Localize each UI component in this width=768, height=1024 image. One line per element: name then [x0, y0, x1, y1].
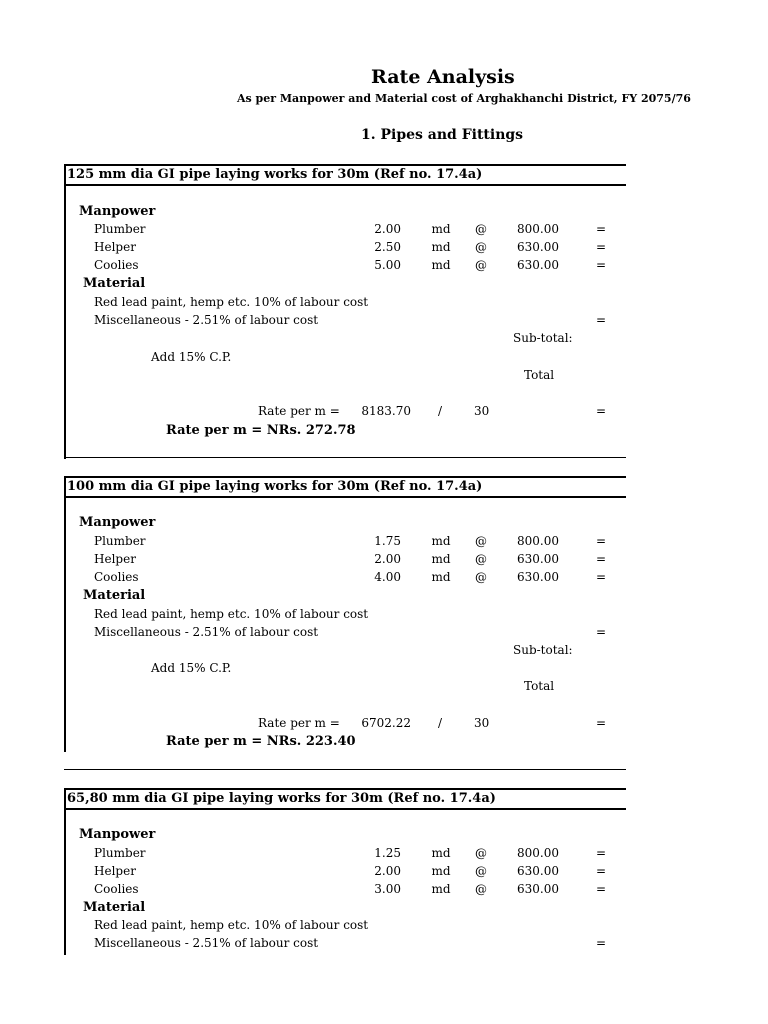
row-unit: md — [431, 864, 451, 878]
total-label: Total — [524, 368, 555, 382]
row-eq: = — [595, 864, 607, 878]
row-qty: 1.75 — [374, 534, 401, 548]
row-unit: md — [431, 882, 451, 896]
row-qty: 2.00 — [374, 222, 401, 236]
row-name: Coolies — [94, 570, 139, 584]
material-label: Material — [83, 588, 146, 603]
row-at: @ — [475, 258, 487, 272]
row-unit: md — [431, 846, 451, 860]
block-header-border — [64, 496, 626, 498]
row-qty: 2.00 — [374, 552, 401, 566]
row-unit: md — [431, 258, 451, 272]
row-rate: 630.00 — [517, 882, 559, 896]
row-unit: md — [431, 570, 451, 584]
red-lead-item: Red lead paint, hemp etc. 10% of labour cost — [94, 295, 369, 309]
row-eq: = — [595, 882, 607, 896]
block-left-border — [64, 476, 66, 752]
block-bottom-border — [64, 769, 626, 770]
row-qty: 4.00 — [374, 570, 401, 584]
misc-item: Miscellaneous - 2.51% of labour cost — [94, 625, 319, 639]
row-eq: = — [595, 222, 607, 236]
row-name: Helper — [94, 552, 136, 566]
row-name: Helper — [94, 240, 136, 254]
row-rate: 800.00 — [517, 534, 559, 548]
red-lead-item: Red lead paint, hemp etc. 10% of labour cost — [94, 607, 369, 621]
manpower-label: Manpower — [79, 515, 156, 530]
block-header-border — [64, 808, 626, 810]
misc-eq: = — [595, 936, 607, 950]
misc-eq: = — [595, 313, 607, 327]
row-at: @ — [475, 240, 487, 254]
block-header-border — [64, 184, 626, 186]
block-top-border — [64, 476, 626, 478]
row-unit: md — [431, 552, 451, 566]
rate-total: 8183.70 — [361, 404, 411, 418]
row-unit: md — [431, 240, 451, 254]
block-top-border — [64, 788, 626, 790]
rate-slash: / — [437, 404, 443, 418]
row-at: @ — [475, 222, 487, 236]
subtotal-label: Sub-total: — [513, 331, 573, 345]
block-left-border — [64, 788, 66, 955]
subtotal-label: Sub-total: — [513, 643, 573, 657]
row-at: @ — [475, 864, 487, 878]
row-name: Coolies — [94, 258, 139, 272]
row-qty: 2.50 — [374, 240, 401, 254]
row-name: Helper — [94, 864, 136, 878]
rate-per-m-label: Rate per m = — [258, 404, 340, 418]
red-lead-item: Red lead paint, hemp etc. 10% of labour cost — [94, 918, 369, 932]
rate-eq: = — [595, 404, 607, 418]
row-at: @ — [475, 534, 487, 548]
row-eq: = — [595, 552, 607, 566]
block-heading: 125 mm dia GI pipe laying works for 30m (Ref no. 17.4a) — [67, 167, 483, 182]
row-rate: 630.00 — [517, 864, 559, 878]
row-unit: md — [431, 534, 451, 548]
row-rate: 800.00 — [517, 222, 559, 236]
total-label: Total — [524, 679, 555, 693]
block-top-border — [64, 164, 626, 166]
row-eq: = — [595, 846, 607, 860]
row-eq: = — [595, 534, 607, 548]
row-rate: 800.00 — [517, 846, 559, 860]
row-name: Coolies — [94, 882, 139, 896]
row-at: @ — [475, 552, 487, 566]
row-name: Plumber — [94, 534, 146, 548]
row-rate: 630.00 — [517, 258, 559, 272]
page-title: Rate Analysis — [371, 66, 515, 88]
manpower-label: Manpower — [79, 204, 156, 219]
misc-eq: = — [595, 625, 607, 639]
row-at: @ — [475, 846, 487, 860]
section-title: 1. Pipes and Fittings — [361, 127, 524, 143]
row-name: Plumber — [94, 222, 146, 236]
row-qty: 5.00 — [374, 258, 401, 272]
rate-result: Rate per m = NRs. 223.40 — [166, 734, 356, 749]
row-qty: 2.00 — [374, 864, 401, 878]
row-rate: 630.00 — [517, 570, 559, 584]
rate-per-m-label: Rate per m = — [258, 716, 340, 730]
row-eq: = — [595, 240, 607, 254]
rate-slash: / — [437, 716, 443, 730]
row-eq: = — [595, 258, 607, 272]
row-unit: md — [431, 222, 451, 236]
page-subtitle: As per Manpower and Material cost of Arghakhanchi District, FY 2075/76 — [237, 92, 691, 105]
row-qty: 1.25 — [374, 846, 401, 860]
misc-item: Miscellaneous - 2.51% of labour cost — [94, 313, 319, 327]
rate-result: Rate per m = NRs. 272.78 — [166, 423, 356, 438]
block-heading: 100 mm dia GI pipe laying works for 30m (Ref no. 17.4a) — [67, 479, 483, 494]
row-eq: = — [595, 570, 607, 584]
add-cp-label: Add 15% C.P. — [151, 661, 232, 675]
block-bottom-border — [64, 457, 626, 458]
rate-eq: = — [595, 716, 607, 730]
block-heading: 65,80 mm dia GI pipe laying works for 30m (Ref no. 17.4a) — [67, 791, 496, 806]
row-at: @ — [475, 570, 487, 584]
add-cp-label: Add 15% C.P. — [151, 350, 232, 364]
row-qty: 3.00 — [374, 882, 401, 896]
rate-total: 6702.22 — [361, 716, 411, 730]
manpower-label: Manpower — [79, 827, 156, 842]
misc-item: Miscellaneous - 2.51% of labour cost — [94, 936, 319, 950]
row-name: Plumber — [94, 846, 146, 860]
row-rate: 630.00 — [517, 552, 559, 566]
row-at: @ — [475, 882, 487, 896]
rate-divisor: 30 — [474, 716, 490, 730]
row-rate: 630.00 — [517, 240, 559, 254]
block-left-border — [64, 164, 66, 459]
material-label: Material — [83, 900, 146, 915]
rate-divisor: 30 — [474, 404, 490, 418]
material-label: Material — [83, 276, 146, 291]
